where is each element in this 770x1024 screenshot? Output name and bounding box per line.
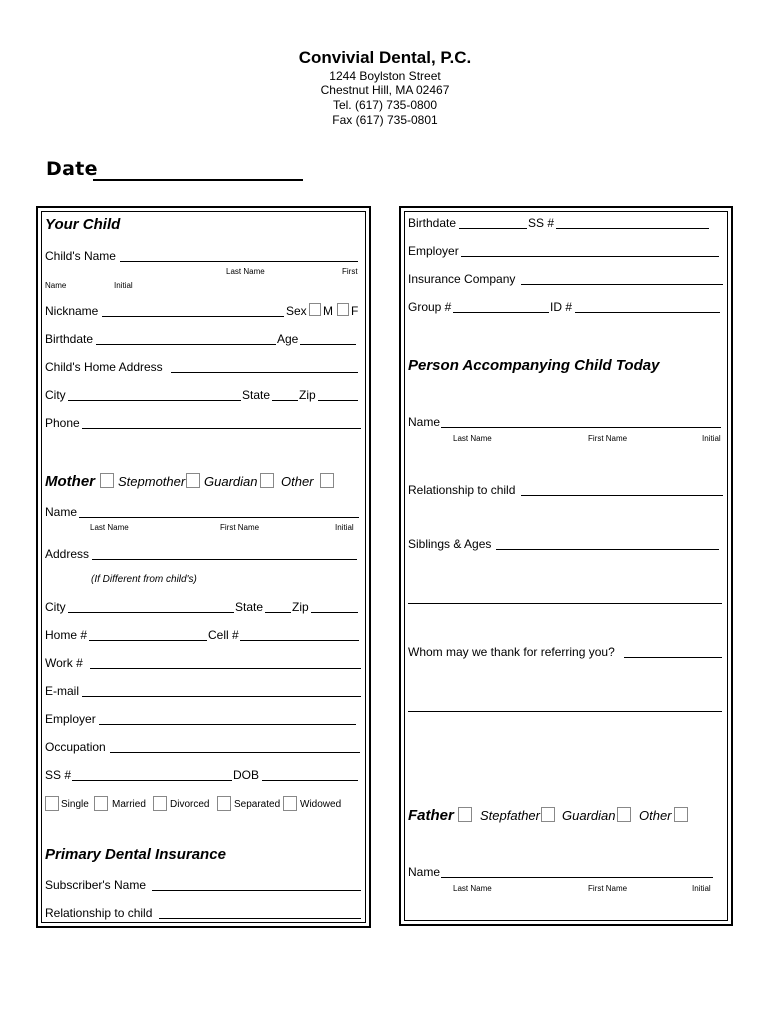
child-birthdate-field[interactable]: [96, 344, 276, 345]
referral-field[interactable]: [624, 657, 722, 658]
child-state-field[interactable]: [272, 400, 298, 401]
siblings-field[interactable]: [496, 549, 719, 550]
widowed-label: Widowed: [300, 799, 342, 810]
insurance-heading: Primary Dental Insurance: [45, 846, 226, 863]
sex-m-label: M: [323, 304, 333, 318]
mother-ss-label: SS #: [45, 768, 72, 782]
mother-employer-field[interactable]: [99, 724, 356, 725]
practice-street: 1244 Boylston Street: [329, 69, 441, 83]
if-different-note: (If Different from child's): [91, 574, 197, 585]
child-zip-field[interactable]: [318, 400, 358, 401]
home-address-field[interactable]: [171, 372, 358, 373]
phone-field[interactable]: [82, 428, 361, 429]
email-label: E-mail: [45, 684, 80, 698]
cell-number-field[interactable]: [240, 640, 359, 641]
insurance-relationship-label: Relationship to child: [45, 906, 153, 920]
sex-f-checkbox[interactable]: [337, 303, 349, 316]
practice-name: Convivial Dental, P.C.: [298, 48, 472, 67]
separated-label: Separated: [234, 799, 281, 810]
married-label: Married: [112, 799, 146, 810]
work-number-field[interactable]: [90, 668, 361, 669]
occupation-label: Occupation: [45, 740, 106, 754]
guardian-label: Guardian: [204, 474, 258, 489]
sex-label: Sex: [286, 304, 307, 318]
email-field[interactable]: [82, 696, 361, 697]
date-field[interactable]: [93, 179, 303, 181]
mother-employer-label: Employer: [45, 712, 96, 726]
child-state-label: State: [242, 388, 271, 402]
sex-f-label: F: [351, 304, 359, 318]
father-guardian-checkbox[interactable]: [617, 807, 631, 822]
mother-name-field[interactable]: [79, 517, 359, 518]
father-other-label: Other: [639, 808, 672, 823]
guardian-checkbox[interactable]: [260, 473, 274, 488]
parent-employer-label: Employer: [408, 244, 459, 258]
accompanying-name-field[interactable]: [441, 427, 721, 428]
group-label: Group #: [408, 300, 452, 314]
single-label: Single: [61, 799, 89, 810]
father-initial-caption: Initial: [692, 884, 711, 893]
occupation-field[interactable]: [110, 752, 360, 753]
childs-name-label: Child's Name: [45, 249, 116, 263]
father-checkbox[interactable]: [458, 807, 472, 822]
stepmother-label: Stepmother: [118, 474, 186, 489]
separated-checkbox[interactable]: [217, 796, 231, 811]
mother-address-field[interactable]: [92, 559, 357, 560]
childs-name-field[interactable]: [120, 261, 358, 262]
stepfather-label: Stepfather: [480, 808, 540, 823]
other-label: Other: [281, 474, 314, 489]
child-city-label: City: [45, 388, 66, 402]
accompanying-last-caption: Last Name: [453, 434, 492, 443]
parent-ss-field[interactable]: [556, 228, 709, 229]
widowed-checkbox[interactable]: [283, 796, 297, 811]
mother-first-caption: First Name: [220, 523, 260, 532]
practice-city: Chestnut Hill, MA 02467: [320, 83, 450, 97]
father-name-field[interactable]: [441, 877, 713, 878]
parent-birthdate-field[interactable]: [459, 228, 527, 229]
practice-tel: Tel. (617) 735-0800: [332, 98, 438, 112]
insurance-relationship-field[interactable]: [159, 918, 361, 919]
other-checkbox[interactable]: [320, 473, 334, 488]
mother-checkbox[interactable]: [100, 473, 114, 488]
mother-city-label: City: [45, 600, 66, 614]
accompanying-name-label: Name: [408, 415, 441, 429]
insurance-company-field[interactable]: [521, 284, 723, 285]
dob-field[interactable]: [262, 780, 358, 781]
married-checkbox[interactable]: [94, 796, 108, 811]
divorced-label: Divorced: [170, 799, 210, 810]
father-other-checkbox[interactable]: [674, 807, 688, 822]
name-caption: Name: [45, 281, 67, 290]
your-child-heading: Your Child: [45, 216, 121, 233]
subscriber-label: Subscriber's Name: [45, 878, 146, 892]
stepmother-checkbox[interactable]: [186, 473, 200, 488]
mother-zip-field[interactable]: [311, 612, 358, 613]
father-guardian-label: Guardian: [562, 808, 616, 823]
accompanying-first-caption: First Name: [588, 434, 628, 443]
id-field[interactable]: [575, 312, 720, 313]
child-birthdate-label: Birthdate: [45, 332, 94, 346]
accompanying-relationship-field[interactable]: [521, 495, 723, 496]
accompanying-relationship-label: Relationship to child: [408, 483, 516, 497]
mother-state-field[interactable]: [265, 612, 291, 613]
siblings-label: Siblings & Ages: [408, 537, 492, 551]
referral-field-line2[interactable]: [408, 711, 722, 712]
mother-city-field[interactable]: [68, 612, 234, 613]
date-label: Date: [46, 158, 98, 180]
mother-address-label: Address: [45, 547, 90, 561]
practice-fax: Fax (617) 735-0801: [332, 113, 438, 127]
father-label: Father: [408, 807, 454, 824]
siblings-field-line2[interactable]: [408, 603, 722, 604]
referral-label: Whom may we thank for referring you?: [408, 645, 615, 659]
mother-zip-label: Zip: [292, 600, 309, 614]
last-name-caption: Last Name: [226, 267, 265, 276]
mother-label: Mother: [45, 473, 95, 490]
home-number-label: Home #: [45, 628, 88, 642]
mother-initial-caption: Initial: [335, 523, 354, 532]
father-name-label: Name: [408, 865, 441, 879]
subscriber-field[interactable]: [152, 890, 361, 891]
mother-ss-field[interactable]: [72, 780, 232, 781]
stepfather-checkbox[interactable]: [541, 807, 555, 822]
insurance-company-label: Insurance Company: [408, 272, 516, 286]
child-zip-label: Zip: [299, 388, 316, 402]
parent-birthdate-label: Birthdate: [408, 216, 457, 230]
child-city-field[interactable]: [68, 400, 241, 401]
mother-state-label: State: [235, 600, 264, 614]
parent-ss-label: SS #: [528, 216, 555, 230]
work-number-label: Work #: [45, 656, 83, 670]
mother-name-label: Name: [45, 505, 78, 519]
home-number-field[interactable]: [89, 640, 207, 641]
initial-caption: Initial: [114, 281, 133, 290]
mother-last-caption: Last Name: [90, 523, 129, 532]
father-first-caption: First Name: [588, 884, 628, 893]
accompanying-initial-caption: Initial: [702, 434, 721, 443]
home-address-label: Child's Home Address: [45, 360, 163, 374]
age-label: Age: [277, 332, 299, 346]
nickname-label: Nickname: [45, 304, 99, 318]
cell-number-label: Cell #: [208, 628, 239, 642]
parent-employer-field[interactable]: [461, 256, 719, 257]
single-checkbox[interactable]: [45, 796, 59, 811]
divorced-checkbox[interactable]: [153, 796, 167, 811]
age-field[interactable]: [300, 344, 356, 345]
father-last-caption: Last Name: [453, 884, 492, 893]
id-label: ID #: [550, 300, 573, 314]
accompanying-heading: Person Accompanying Child Today: [408, 357, 660, 374]
first-caption: First: [342, 267, 358, 276]
nickname-field[interactable]: [102, 316, 284, 317]
sex-m-checkbox[interactable]: [309, 303, 321, 316]
dob-label: DOB: [233, 768, 260, 782]
group-field[interactable]: [453, 312, 549, 313]
phone-label: Phone: [45, 416, 80, 430]
